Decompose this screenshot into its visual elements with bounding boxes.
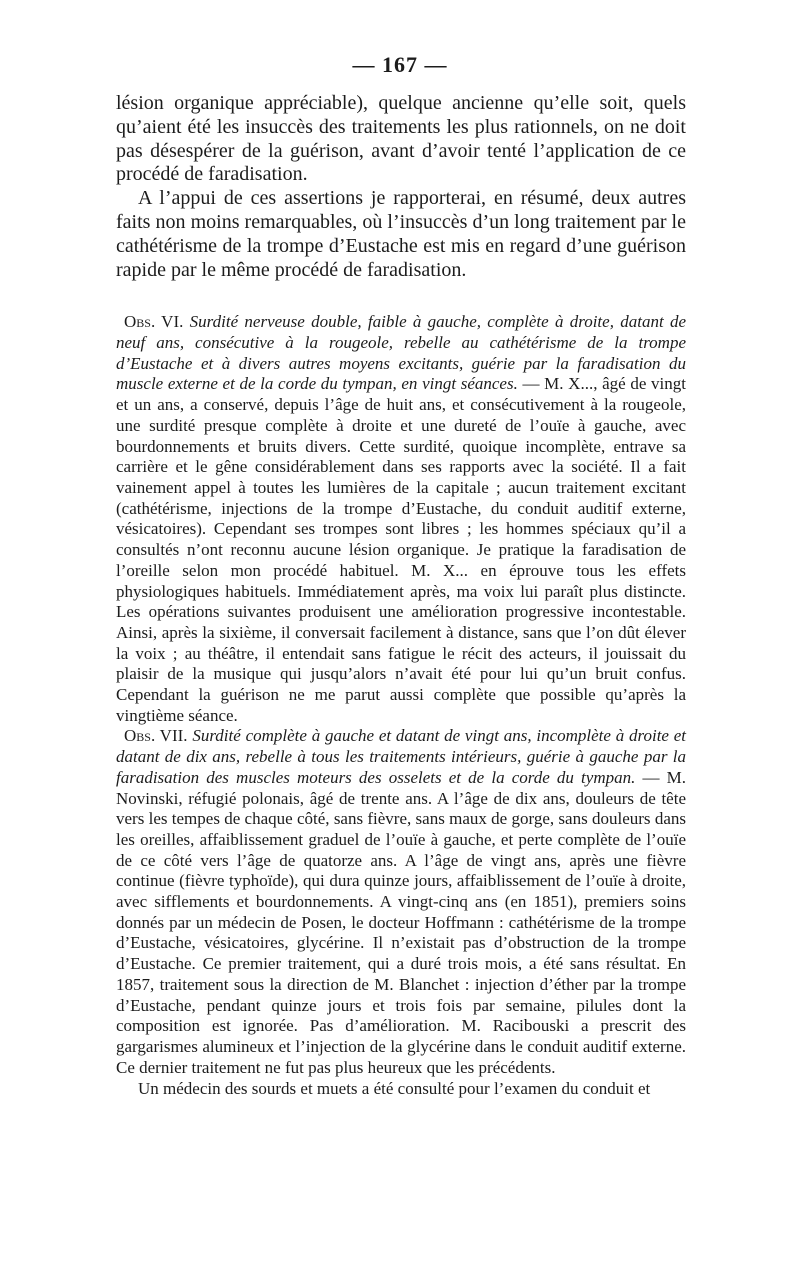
- observation-6-label: Obs. VI.: [124, 312, 184, 332]
- observation-6: [116, 312, 686, 726]
- observation-6-title: Surdité nerveuse double, faible à gauche, complète à droite, datant de neuf ans, consécutive à la rougeole, rebelle au cathétérisme de la trompe d’Eustache et à divers autres moyens excitants, guérie par la faradisation du muscle externe et de la corde du tympan, en vingt séances.: [116, 312, 686, 394]
- observation-7-title: Surdité complète à gauche et datant de vingt ans, incomplète à droite et datant de dix ans, rebelle à tous les traitements intérieurs, guérie à gauche par la faradisation des muscles moteurs des osselets et de la corde du tympan.: [116, 726, 687, 787]
- paragraph-2: A l’appui de ces assertions je rapporterai, en résumé, deux autres faits non moins remarquables, où l’insuccès d’un long traitement par le cathétérisme de la trompe d’Eustache est mis en regard d’une guérison rapide par le même procédé de faradisation.: [116, 187, 686, 281]
- page-body: [116, 92, 686, 1100]
- observation-6-body: — M. X..., âgé de vingt et un ans, a conservé, depuis l’âge de huit ans, et consécutivement à la rougeole, une surdité presque complète à droite et une dureté de l’ouïe à gauche, avec bourdonnements et bruits divers. Cette surdité, quoique incomplète, entrave sa carrière et le gêne considérablement dans ses rapports avec la société. Il a fait vainement appel à toutes les lumières de la capitale ; aucun traitement excitant (cathétérisme, injections de la trompe d’Eustache, du conduit auditif externe, vésicatoires). Cependant ses trompes sont libres ; les hommes spéciaux qu’il a consultés n’ont reconnu aucune lésion organique. Je pratique la faradisation de l’oreille selon mon procédé habituel. M. X... en éprouve tous les effets physiologiques habituels. Immédiatement après, ma voix lui paraît plus distincte. Les opérations suivantes produisent une amélioration progressive incontestable. Ainsi, après la sixième, il conversait facilement à distance, sans que l’on dût élever la voix ; au théâtre, il entendait sans fatigue le récit des acteurs, il jouissait du plaisir de la musique qui jusqu’alors n’avait été pour lui qu’un bruit confus. Cependant la guérison ne me parut aussi complète que possible qu’après la vingtième séance.: [116, 374, 686, 725]
- observation-7: [116, 726, 686, 1078]
- section-spacer: [116, 282, 686, 312]
- paragraph-1: lésion organique appréciable), quelque ancienne qu’elle soit, quels qu’aient été les insuccès des traitements les plus rationnels, on ne doit pas désespérer de la guérison, avant d’avoir tenté l’application de ce procédé de faradisation.: [116, 92, 686, 186]
- observation-7-body: — M. Novinski, réfugié polonais, âgé de trente ans. A l’âge de dix ans, douleurs de tête vers les tempes de chaque côté, sans fièvre, sans maux de gorge, sans douleurs dans les oreilles, affaiblissement graduel de l’ouïe à gauche, et perte complète de l’ouïe de ce côté vers l’âge de quatorze ans. A l’âge de vingt ans, après une fièvre continue (fièvre typhoïde), qui dura quinze jours, affaiblissement de l’ouïe à droite, avec sifflements et bourdonnements. A vingt-cinq ans (en 1851), premiers soins donnés par un médecin de Posen, le docteur Hoffmann : cathétérisme de la trompe d’Eustache, vésicatoires, glycérine. Il n’existait pas d’obstruction de la trompe d’Eustache. Ce premier traitement, qui a duré trois mois, a été sans résultat. En 1857, traitement sous la direction de M. Blanchet : injection d’éther par la trompe d’Eustache, pendant quinze jours et trois fois par semaine, pilules dont la composition est ignorée. Pas d’amélioration. M. Racibouski a prescrit des gargarismes alumineux et l’injection de la glycérine dans le conduit auditif externe. Ce dernier traitement ne fut pas plus heureux que les précédents.: [116, 767, 687, 1077]
- closing-line: Un médecin des sourds et muets a été consulté pour l’examen du conduit et: [138, 1079, 651, 1099]
- page-number: — 167 —: [352, 52, 448, 77]
- observation-7-label: Obs. VII.: [124, 726, 188, 746]
